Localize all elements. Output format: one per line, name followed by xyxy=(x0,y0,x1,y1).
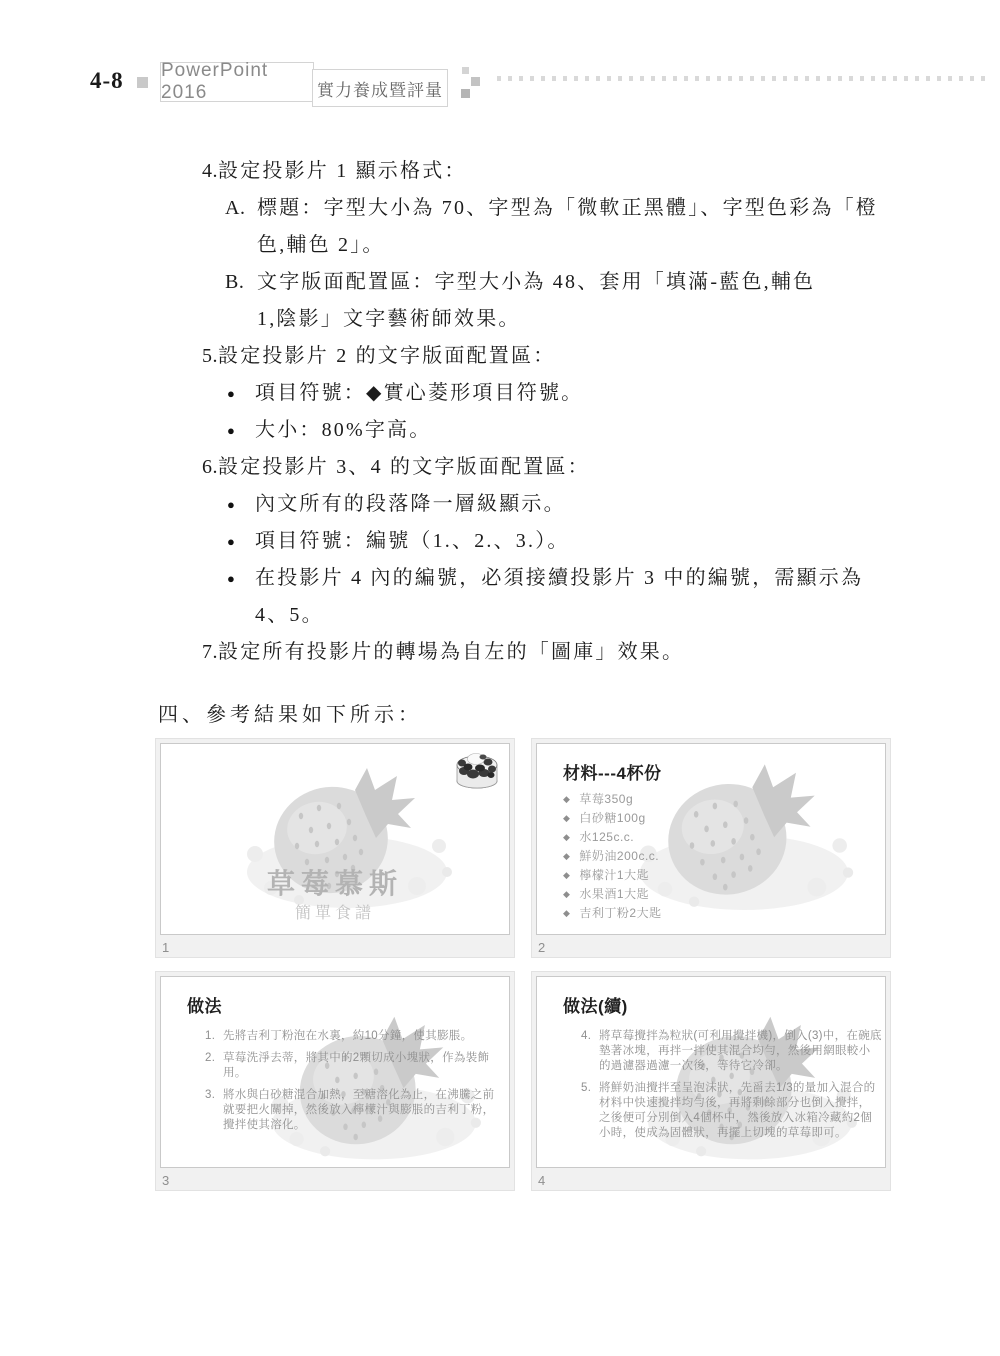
bullet-text: 在投影片 4 內的編號，必須接續投影片 3 中的編號，需顯示為 4、5。 xyxy=(255,567,864,626)
page-header xyxy=(0,60,1000,114)
slide-thumbnail-3 xyxy=(155,971,515,1191)
bullet-icon: ● xyxy=(227,534,238,549)
instructions-list xyxy=(202,153,890,671)
step-text: 將鮮奶油攪拌至呈泡沫狀，先舀去1/3的量加入混合的材料中快速攪拌均勻後，再將剩餘部分也倒入攪拌，之後便可分別倒入4個杯中，然後放入冰箱冷藏約2個小時，使成為固體狀，再擺上切塊的草莓即可。 xyxy=(599,1082,876,1139)
slide-number-label: 2 xyxy=(538,940,546,955)
step-number: 1. xyxy=(205,1030,216,1042)
slide-canvas xyxy=(536,976,886,1168)
diamond-bullet-icon: ◆ xyxy=(563,832,571,842)
slide-title: 做法(續) xyxy=(563,997,628,1016)
list-item xyxy=(563,847,662,866)
ingredient-text: 白砂糖100g xyxy=(579,811,646,825)
slide-title: 材料---4杯份 xyxy=(563,764,662,783)
slide-title: 草莓慕斯 xyxy=(266,868,403,899)
book-subtitle: 實力養成暨評量 xyxy=(317,80,443,100)
step-text: 先將吉利丁粉泡在水裏，約10分鐘，使其膨脹。 xyxy=(223,1030,473,1042)
header-square-icon xyxy=(137,77,148,88)
diamond-bullet-icon: ◆ xyxy=(563,851,571,861)
step-item xyxy=(205,1029,498,1044)
instruction-item-4a xyxy=(225,190,890,264)
list-item xyxy=(563,828,662,847)
instruction-item-4 xyxy=(202,153,890,190)
header-dotted-line xyxy=(497,76,989,81)
ingredient-list xyxy=(563,790,662,923)
item-text: 設定投影片 1 顯示格式： xyxy=(218,160,467,182)
slide-subtitle: 簡單食譜 xyxy=(294,905,375,922)
step-text: 將草莓攪拌為粒狀(可利用攪拌機)，倒入(3)中，在碗底墊著冰塊，再拌一拌使其混合均勻，然後用網眼較小的過濾器過濾一次後，等待它冷卻。 xyxy=(599,1030,882,1072)
instruction-item-6 xyxy=(202,449,890,486)
book-title: PowerPoint 2016 xyxy=(161,60,269,103)
instruction-item-4b xyxy=(225,264,890,338)
bullet-item xyxy=(227,375,890,412)
section-heading: 四、參考結果如下所示： xyxy=(158,704,422,726)
ingredient-text: 水果酒1大匙 xyxy=(579,887,650,901)
diamond-bullet-icon: ◆ xyxy=(563,794,571,804)
item-text: 設定所有投影片的轉場為自左的「圖庫」效果。 xyxy=(218,641,685,663)
ingredient-text: 草莓350g xyxy=(579,792,634,806)
item-number-label: 4. xyxy=(202,160,218,182)
step-item xyxy=(205,1051,498,1081)
bullet-item xyxy=(227,486,890,523)
book-subtitle-box xyxy=(312,69,448,107)
book-title-box xyxy=(160,62,314,102)
step-list xyxy=(205,1029,498,1140)
ingredient-text: 吉利丁粉2大匙 xyxy=(579,906,662,920)
list-item xyxy=(563,866,662,885)
page-number: 4-8 xyxy=(90,68,124,93)
slide-canvas xyxy=(160,743,510,935)
item-number-label: 6. xyxy=(202,456,218,478)
diamond-bullet-icon: ◆ xyxy=(563,813,571,823)
ingredient-text: 檸檬汁1大匙 xyxy=(579,868,650,882)
bullet-text: 項目符號：◆實心菱形項目符號。 xyxy=(255,382,584,404)
ingredient-text: 鮮奶油200c.c. xyxy=(579,849,660,863)
step-item xyxy=(205,1088,498,1133)
bullet-icon: ● xyxy=(227,423,238,438)
step-number: 4. xyxy=(581,1030,592,1042)
list-item xyxy=(563,904,662,923)
slide-thumbnail-4 xyxy=(531,971,891,1191)
slide-number-label: 4 xyxy=(538,1173,546,1188)
step-list xyxy=(581,1029,882,1148)
decor-square-icon xyxy=(462,67,469,74)
slides-grid xyxy=(155,738,891,1191)
strawberry-watermark-image xyxy=(629,754,859,910)
diamond-bullet-icon: ◆ xyxy=(563,908,571,918)
slide-number-label: 1 xyxy=(162,940,170,955)
list-item xyxy=(563,885,662,904)
step-number: 2. xyxy=(205,1052,216,1064)
step-item xyxy=(581,1029,882,1074)
bullet-text: 大小：80%字高。 xyxy=(255,419,432,441)
list-item xyxy=(563,809,662,828)
sub-item-label: B. xyxy=(225,271,245,293)
sub-item-text: 標題：字型大小為 70、字型為「微軟正黑體」、字型色彩為「橙色,輔色 2」。 xyxy=(257,197,878,256)
bullet-text: 項目符號：編號（1.、2.、3.）。 xyxy=(255,530,570,552)
slide-thumbnail-2 xyxy=(531,738,891,958)
list-item xyxy=(563,790,662,809)
bullet-icon: ● xyxy=(227,386,238,401)
mousse-cake-photo xyxy=(454,749,500,789)
slide-canvas xyxy=(536,743,886,935)
step-text: 將水與白砂糖混合加熱，至糖溶化為止，在沸騰之前就要把火關掉，然後放入檸檬汁與膨脹的吉利丁粉，攪拌使其溶化。 xyxy=(223,1089,495,1131)
item-text: 設定投影片 3、4 的文字版面配置區： xyxy=(218,456,590,478)
bullet-text: 內文所有的段落降一層級顯示。 xyxy=(255,493,566,515)
bullet-icon: ● xyxy=(227,571,238,586)
step-text: 草莓洗淨去蒂，將其中的2顆切成小塊狀，作為裝飾用。 xyxy=(223,1052,490,1079)
ingredient-text: 水125c.c. xyxy=(579,830,635,844)
item-number-label: 5. xyxy=(202,345,218,367)
diamond-bullet-icon: ◆ xyxy=(563,870,571,880)
bullet-item xyxy=(227,560,890,634)
sub-item-label: A. xyxy=(225,197,246,219)
instruction-item-5 xyxy=(202,338,890,375)
step-number: 5. xyxy=(581,1082,592,1094)
slide-thumbnail-1 xyxy=(155,738,515,958)
item-number-label: 7. xyxy=(202,641,218,663)
item-text: 設定投影片 2 的文字版面配置區： xyxy=(218,345,556,367)
bullet-icon: ● xyxy=(227,497,238,512)
decor-square-icon xyxy=(461,89,470,98)
diamond-bullet-icon: ◆ xyxy=(563,889,571,899)
slide-number-label: 3 xyxy=(162,1173,170,1188)
bullet-item xyxy=(227,412,890,449)
step-item xyxy=(581,1081,882,1141)
bullet-item xyxy=(227,523,890,560)
sub-item-text: 文字版面配置區：字型大小為 48、套用「填滿-藍色,輔色 1,陰影」文字藝術師效果。 xyxy=(257,271,816,330)
instruction-item-7 xyxy=(202,634,890,671)
step-number: 3. xyxy=(205,1089,216,1101)
decor-square-icon xyxy=(471,77,480,86)
slide-canvas xyxy=(160,976,510,1168)
slide-title: 做法 xyxy=(187,997,222,1016)
